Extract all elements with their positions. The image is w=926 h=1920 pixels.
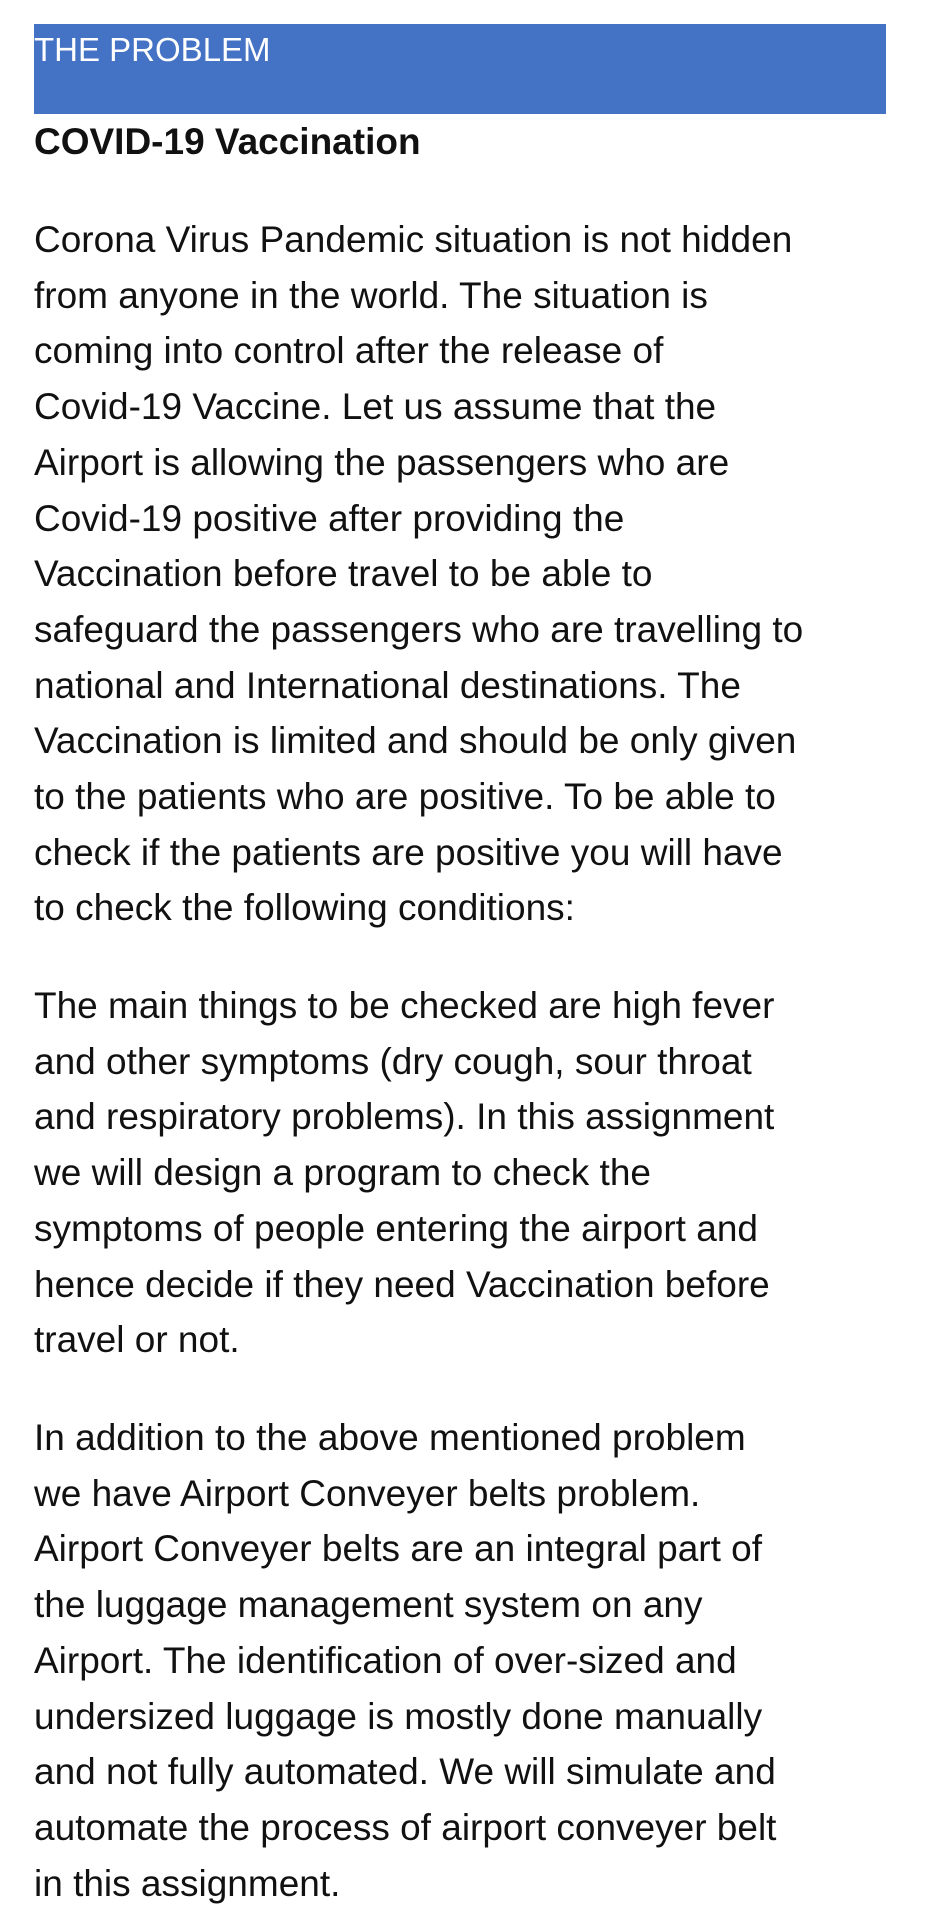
paragraph-line: Covid-19 positive after providing the: [34, 497, 625, 539]
paragraph-line: national and International destinations. The: [34, 664, 741, 706]
paragraph-symptoms: [34, 978, 896, 1368]
paragraph-line: we will design a program to check the: [34, 1152, 651, 1194]
document-subtitle: COVID-19 Vaccination: [34, 121, 421, 162]
paragraph-line: undersized luggage is mostly done manually: [34, 1695, 763, 1737]
paragraph-line: and respiratory problems). In this assignment: [34, 1096, 775, 1138]
paragraph-line: safeguard the passengers who are travelling to: [34, 608, 804, 650]
paragraph-line: travel or not.: [34, 1319, 240, 1361]
paragraph-line: in this assignment.: [34, 1862, 341, 1904]
paragraph-line: automate the process of airport conveyer belt: [34, 1806, 777, 1848]
paragraph-line: The main things to be checked are high fever: [34, 985, 775, 1026]
paragraph-line: symptoms of people entering the airport and: [34, 1207, 758, 1249]
paragraph-line: and other symptoms (dry cough, sour throat: [34, 1040, 752, 1082]
paragraph-line: hence decide if they need Vaccination before: [34, 1263, 770, 1305]
paragraph-line: Vaccination is limited and should be only given: [34, 720, 797, 762]
section-header-title: THE PROBLEM: [34, 31, 271, 68]
paragraph-line: and not fully automated. We will simulate and: [34, 1751, 776, 1793]
paragraph-line: we have Airport Conveyer belts problem.: [34, 1472, 701, 1514]
paragraph-pandemic: [34, 212, 896, 936]
paragraph-line: Airport Conveyer belts are an integral part of: [34, 1528, 763, 1570]
paragraph-line: Covid-19 Vaccine. Let us assume that the: [34, 386, 717, 428]
paragraph-line: In addition to the above mentioned problem: [34, 1417, 746, 1458]
paragraph-conveyer-belts: [34, 1410, 896, 1911]
paragraph-line: coming into control after the release of: [34, 330, 664, 372]
paragraph-line: the luggage management system on any: [34, 1584, 703, 1626]
paragraph-line: Vaccination before travel to be able to: [34, 553, 653, 595]
paragraph-line: Airport is allowing the passengers who are: [34, 441, 730, 483]
section-header-bar: [34, 24, 886, 114]
paragraph-line: check if the patients are positive you will have: [34, 831, 783, 873]
paragraph-line: to check the following conditions:: [34, 887, 575, 929]
paragraph-line: Corona Virus Pandemic situation is not hidden: [34, 219, 793, 260]
paragraph-line: Airport. The identification of over-sized and: [34, 1639, 737, 1681]
paragraph-line: from anyone in the world. The situation is: [34, 274, 708, 316]
paragraph-line: to the patients who are positive. To be able to: [34, 776, 776, 818]
